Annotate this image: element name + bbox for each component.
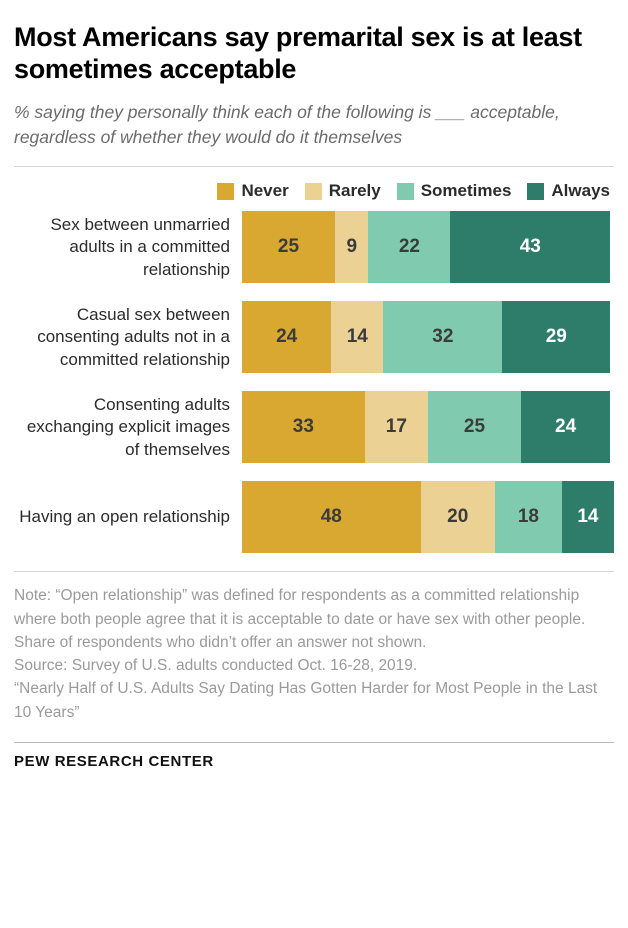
bar-segment-rarely: 17: [365, 391, 428, 463]
page-title: Most Americans say premarital sex is at least sometimes acceptable: [14, 22, 582, 84]
note-text: Note: “Open relationship” was defined for respondents as a committed relationship where both people agree that it is acceptable to date or have sex with other people. Share of respondents who didn’t offer an answer not shown.: [14, 587, 586, 651]
chart-page: [0, 22, 628, 928]
legend-label-never: Never: [241, 181, 289, 201]
organization-name: PEW RESEARCH CENTER: [14, 752, 214, 770]
divider-footer: [14, 742, 614, 743]
bar-segment-never: 33: [242, 391, 365, 463]
chart-row: [14, 301, 614, 373]
legend-label-sometimes: Sometimes: [420, 181, 512, 201]
legend-label-rarely: Rarely: [328, 181, 381, 201]
report-title: “Nearly Half of U.S. Adults Say Dating Has Gotten Harder for Most People in the Last 10 Years”: [14, 680, 598, 721]
row-label: Consenting adults exchanging explicit images of themselves: [26, 395, 230, 459]
chart-row: [14, 391, 614, 463]
bar-segment-sometimes: 32: [383, 301, 502, 373]
legend-label-always: Always: [551, 181, 610, 201]
legend-swatch-always: [527, 183, 544, 200]
row-label: Having an open relationship: [19, 507, 230, 527]
row-bars: [242, 211, 614, 283]
legend-swatch-sometimes: [397, 183, 414, 200]
bar-segment-never: 48: [242, 481, 421, 553]
chart-row: [14, 211, 614, 283]
bar-segment-sometimes: 22: [368, 211, 450, 283]
divider-top: [14, 166, 614, 167]
divider-bottom: [14, 571, 614, 572]
bar-segment-always: 24: [521, 391, 610, 463]
bar-segment-never: 25: [242, 211, 335, 283]
legend-item-rarely: [305, 181, 381, 201]
bar-segment-rarely: 9: [335, 211, 368, 283]
row-bars: [242, 391, 614, 463]
row-bars: [242, 481, 614, 553]
row-label: Sex between unmarried adults in a committed relationship: [50, 215, 230, 279]
bar-segment-never: 24: [242, 301, 331, 373]
legend-item-sometimes: [397, 181, 512, 201]
bar-segment-always: 14: [562, 481, 614, 553]
bar-segment-always: 43: [450, 211, 610, 283]
bar-segment-always: 29: [502, 301, 610, 373]
stacked-bar-chart: [14, 211, 614, 553]
legend-swatch-rarely: [305, 183, 322, 200]
legend-swatch-never: [217, 183, 234, 200]
chart-row: [14, 481, 614, 553]
row-bars: [242, 301, 614, 373]
bar-segment-rarely: 20: [421, 481, 495, 553]
bar-segment-sometimes: 25: [428, 391, 521, 463]
row-label: Casual sex between consenting adults not in a committed relationship: [37, 305, 230, 369]
source-text: Source: Survey of U.S. adults conducted Oct. 16-28, 2019.: [14, 657, 418, 675]
chart-subtitle: % saying they personally think each of the following is ___ acceptable, regardless of whether they would do it themselves: [14, 101, 560, 148]
legend-item-never: [217, 181, 288, 201]
chart-notes: [14, 584, 614, 724]
chart-legend: [14, 181, 614, 201]
bar-segment-sometimes: 18: [495, 481, 562, 553]
legend-item-always: [527, 181, 610, 201]
bar-segment-rarely: 14: [331, 301, 383, 373]
